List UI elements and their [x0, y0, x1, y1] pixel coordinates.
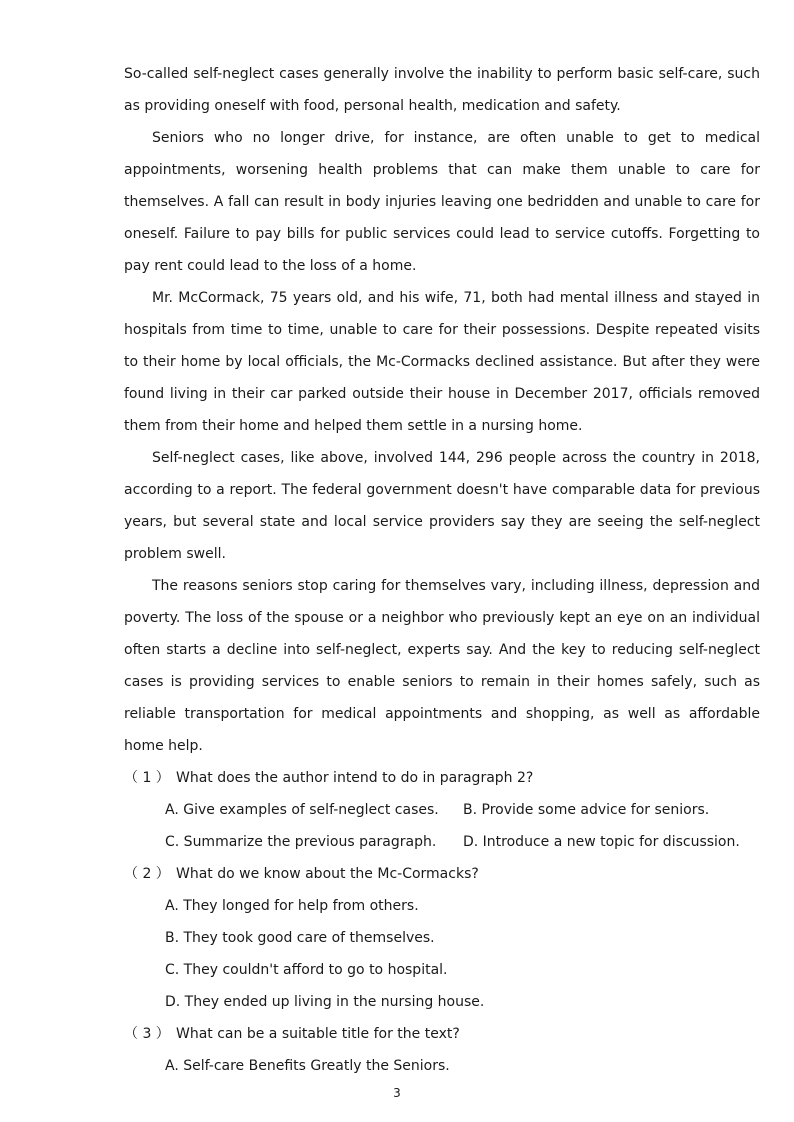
question-1: [124, 762, 760, 858]
paragraph-1: So-called self-neglect cases generally involve the inability to perform basic self-care, such as providing oneself with food, personal health, medication and safety.: [124, 66, 760, 114]
option-b: B. Provide some advice for seniors.: [463, 802, 710, 818]
question-2: [124, 858, 760, 1018]
option-c: C. They couldn't afford to go to hospital.: [165, 962, 448, 978]
paragraph-2: Seniors who no longer drive, for instance, are often unable to get to medical appointments, worsening health problems that can make them unable to care for themselves. A fall can result in body injuries leaving one bedridden and unable to care for oneself. Failure to pay bills for public services could lead to service cutoffs. Forgetting to pay rent could lead to the loss of a home.: [124, 130, 760, 274]
paragraph-5: The reasons seniors stop caring for themselves vary, including illness, depression and poverty. The loss of the spouse or a neighbor who previously kept an eye on an individual often starts a decline into self-neglect, experts say. And the key to reducing self-neglect cases is providing services to enable seniors to remain in their homes safely, such as reliable transportation for medical appointments and shopping, as well as affordable home help.: [124, 578, 760, 754]
option-d: D. They ended up living in the nursing house.: [165, 994, 485, 1010]
question-number: （ 2 ）: [124, 866, 170, 882]
page-content: [124, 58, 760, 1082]
page-number: 3: [393, 1086, 401, 1100]
question-number: （ 3 ）: [124, 1026, 170, 1042]
paragraph-3: Mr. McCormack, 75 years old, and his wife, 71, both had mental illness and stayed in hospitals from time to time, unable to care for their possessions. Despite repeated visits to their home by local officials, the Mc-Cormacks declined assistance. But after they were found living in their car parked outside their house in December 2017, officials removed them from their home and helped them settle in a nursing home.: [124, 290, 760, 434]
question-text: What can be a suitable title for the text?: [176, 1026, 460, 1042]
question-3: [124, 1018, 760, 1082]
option-c: C. Summarize the previous paragraph.: [165, 834, 437, 850]
question-number: （ 1 ）: [124, 770, 170, 786]
option-a: A. Self-care Benefits Greatly the Seniors.: [165, 1058, 450, 1074]
paragraph-4: Self-neglect cases, like above, involved 144, 296 people across the country in 2018, according to a report. The federal government doesn't have comparable data for previous years, but several state and local service providers say they are seeing the self-neglect problem swell.: [124, 450, 760, 562]
option-d: D. Introduce a new topic for discussion.: [463, 834, 740, 850]
option-b: B. They took good care of themselves.: [165, 930, 435, 946]
question-text: What does the author intend to do in paragraph 2?: [176, 770, 534, 786]
option-a: A. Give examples of self-neglect cases.: [165, 802, 439, 818]
question-text: What do we know about the Mc-Cormacks?: [176, 866, 479, 882]
option-a: A. They longed for help from others.: [165, 898, 419, 914]
